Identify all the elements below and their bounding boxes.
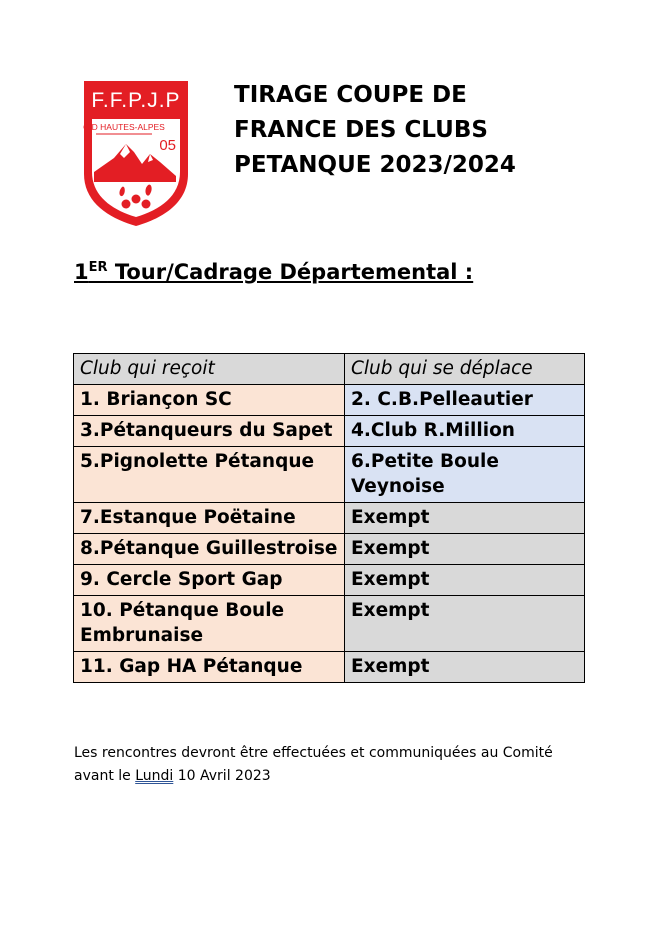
home-club-cell: 11. Gap HA Pétanque — [74, 652, 345, 683]
title-line: PETANQUE 2023/2024 — [234, 152, 516, 178]
home-club-cell: 10. Pétanque Boule Embrunaise — [74, 596, 345, 652]
table-row — [74, 534, 585, 565]
table-header-row — [74, 354, 585, 385]
table-row — [74, 416, 585, 447]
title-line: TIRAGE COUPE DE — [234, 82, 467, 108]
title-line: FRANCE DES CLUBS — [234, 117, 488, 143]
footer-line-1: Les rencontres devront être effectuées et communiquées au Comité — [74, 745, 553, 761]
footer-line-2-suffix: 10 Avril 2023 — [173, 768, 271, 784]
exempt-cell: Exempt — [345, 565, 585, 596]
draw-table — [73, 353, 585, 683]
away-club-cell: 6.Petite Boule Veynoise — [345, 447, 585, 503]
logo-sub-text: C.D HAUTES-ALPES — [83, 122, 165, 132]
table-row — [74, 385, 585, 416]
ffpjp-logo — [80, 78, 192, 228]
round-text: Tour/Cadrage Départemental : — [107, 260, 474, 284]
exempt-cell: Exempt — [345, 596, 585, 652]
exempt-cell: Exempt — [345, 652, 585, 683]
footer-day: Lundi — [135, 768, 174, 784]
exempt-cell: Exempt — [345, 503, 585, 534]
table-row — [74, 596, 585, 652]
home-club-cell: 5.Pignolette Pétanque — [74, 447, 345, 503]
away-club-cell: 2. C.B.Pelleautier — [345, 385, 585, 416]
footer-line-2-prefix: avant le — [74, 768, 136, 784]
table-row — [74, 503, 585, 534]
away-club-cell: 4.Club R.Million — [345, 416, 585, 447]
table-row — [74, 652, 585, 683]
home-club-cell: 8.Pétanque Guillestroise — [74, 534, 345, 565]
round-heading — [74, 260, 473, 284]
home-club-cell: 3.Pétanqueurs du Sapet — [74, 416, 345, 447]
exempt-cell: Exempt — [345, 534, 585, 565]
logo-top-text: F.F.P.J.P — [91, 89, 181, 112]
header-home-club: Club qui reçoit — [74, 354, 345, 385]
home-club-cell: 7.Estanque Poëtaine — [74, 503, 345, 534]
round-superscript: ER — [88, 260, 108, 275]
document-title — [234, 78, 634, 183]
home-club-cell: 1. Briançon SC — [74, 385, 345, 416]
logo-number: 05 — [159, 137, 176, 154]
footer-note — [74, 742, 604, 788]
table-row — [74, 447, 585, 503]
table-row — [74, 565, 585, 596]
round-number: 1 — [74, 260, 89, 284]
header-away-club: Club qui se déplace — [345, 354, 585, 385]
home-club-cell: 9. Cercle Sport Gap — [74, 565, 345, 596]
